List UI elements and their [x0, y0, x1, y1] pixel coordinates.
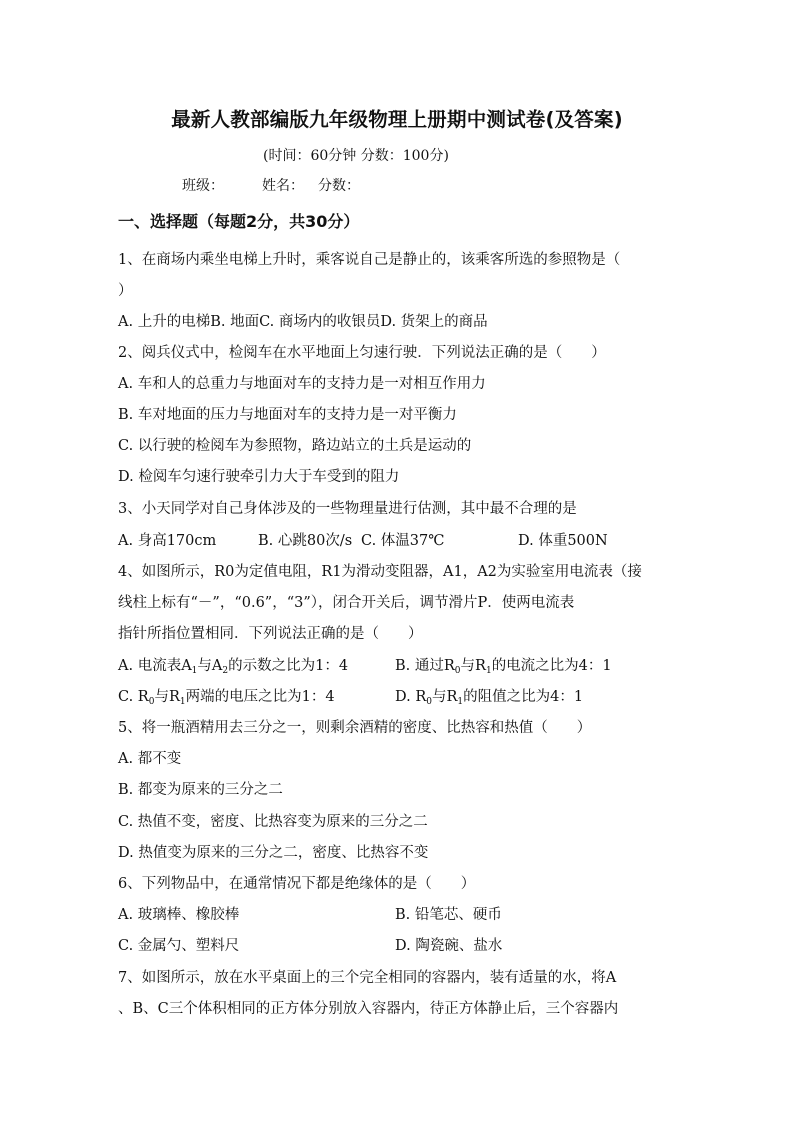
section-heading: 一、选择题（每题2分，共30分） [118, 212, 360, 231]
question-4-option-a: A. 电流表$A_1$与$A_2$的示数之比为1：4 [118, 658, 349, 676]
page-title: 最新人教部编版九年级物理上册期中测试卷(及答案) [171, 108, 623, 131]
question-6-stem: 6、下列物品中，在通常情况下都是绝缘体的是（ ） [118, 876, 476, 892]
question-2-option-a: A. 车和人的总重力与地面对车的支持力是一对相互作用力 [118, 376, 486, 392]
class-label: 班级： [182, 178, 224, 194]
score-label: 分数： [318, 178, 360, 194]
question-3-option-b: B. 心跳80次/s [258, 533, 353, 549]
question-1-stem: 1、在商场内乘坐电梯上升时，乘客说自己是静止的，该乘客所选的参照物是（ [118, 252, 621, 268]
question-3-stem: 3、小天同学对自己身体涉及的一些物理量进行估测，其中最不合理的是 [118, 501, 577, 517]
time-score-info: (时间：60分钟 分数：100分) [263, 148, 449, 164]
question-4-option-c: C. $R_0$与$R_1$两端的电压之比为1：4 [118, 689, 335, 707]
question-5-option-a: A. 都不变 [118, 751, 182, 767]
question-2-stem: 2、阅兵仪式中，检阅车在水平地面上匀速行驶．下列说法正确的是（ ） [118, 345, 606, 361]
question-6-option-b: B. 铅笔芯、硬币 [395, 907, 502, 923]
question-4-stem: 4、如图所示，R0为定值电阻，R1为滑动变阻器，A1，A2为实验室用电流表（接 [118, 564, 642, 580]
question-2-option-d: D. 检阅车匀速行驶牵引力大于车受到的阻力 [118, 469, 400, 485]
question-5-option-c: C. 热值不变，密度、比热容变为原来的三分之二 [118, 814, 428, 830]
question-7-stem: 7、如图所示，放在水平桌面上的三个完全相同的容器内，装有适量的水，将A [118, 970, 617, 986]
question-5-option-b: B. 都变为原来的三分之二 [118, 782, 283, 798]
question-1-stem-cont: ） [118, 283, 133, 299]
question-3-option-a: A. 身高170cm [118, 533, 217, 549]
question-2-option-c: C. 以行驶的检阅车为参照物，路边站立的土兵是运动的 [118, 438, 472, 454]
question-2-option-b: B. 车对地面的压力与地面对车的支持力是一对平衡力 [118, 407, 457, 423]
question-3-option-d: D. 体重500N [518, 533, 608, 549]
question-6-option-c: C. 金属勺、塑料尺 [118, 938, 240, 954]
question-3-option-c: C. 体温37℃ [361, 533, 445, 549]
question-4-stem-cont-2: 指针所指位置相同．下列说法正确的是（ ） [118, 626, 423, 642]
question-4-option-b: B. 通过$R_0$与$R_1$的电流之比为4：1 [395, 658, 612, 676]
name-label: 姓名： [262, 178, 304, 194]
question-4-option-d: D. $R_0$与$R_1$的阻值之比为4：1 [395, 689, 584, 707]
question-6-option-d: D. 陶瓷碗、盐水 [395, 938, 503, 954]
question-5-option-d: D. 热值变为原来的三分之二，密度、比热容不变 [118, 845, 429, 861]
question-5-stem: 5、将一瓶酒精用去三分之一，则剩余酒精的密度、比热容和热值（ ） [118, 720, 592, 736]
question-1-options: A. 上升的电梯B. 地面C. 商场内的收银员D. 货架上的商品 [118, 314, 488, 330]
question-4-stem-cont-1: 线柱上标有“－”，“0.6”，“3”），闭合开关后，调节滑片P．使两电流表 [118, 595, 575, 611]
question-7-stem-cont: 、B、C三个体积相同的正方体分别放入容器内，待正方体静止后，三个容器内 [118, 1001, 619, 1017]
question-6-option-a: A. 玻璃棒、橡胶棒 [118, 907, 240, 923]
